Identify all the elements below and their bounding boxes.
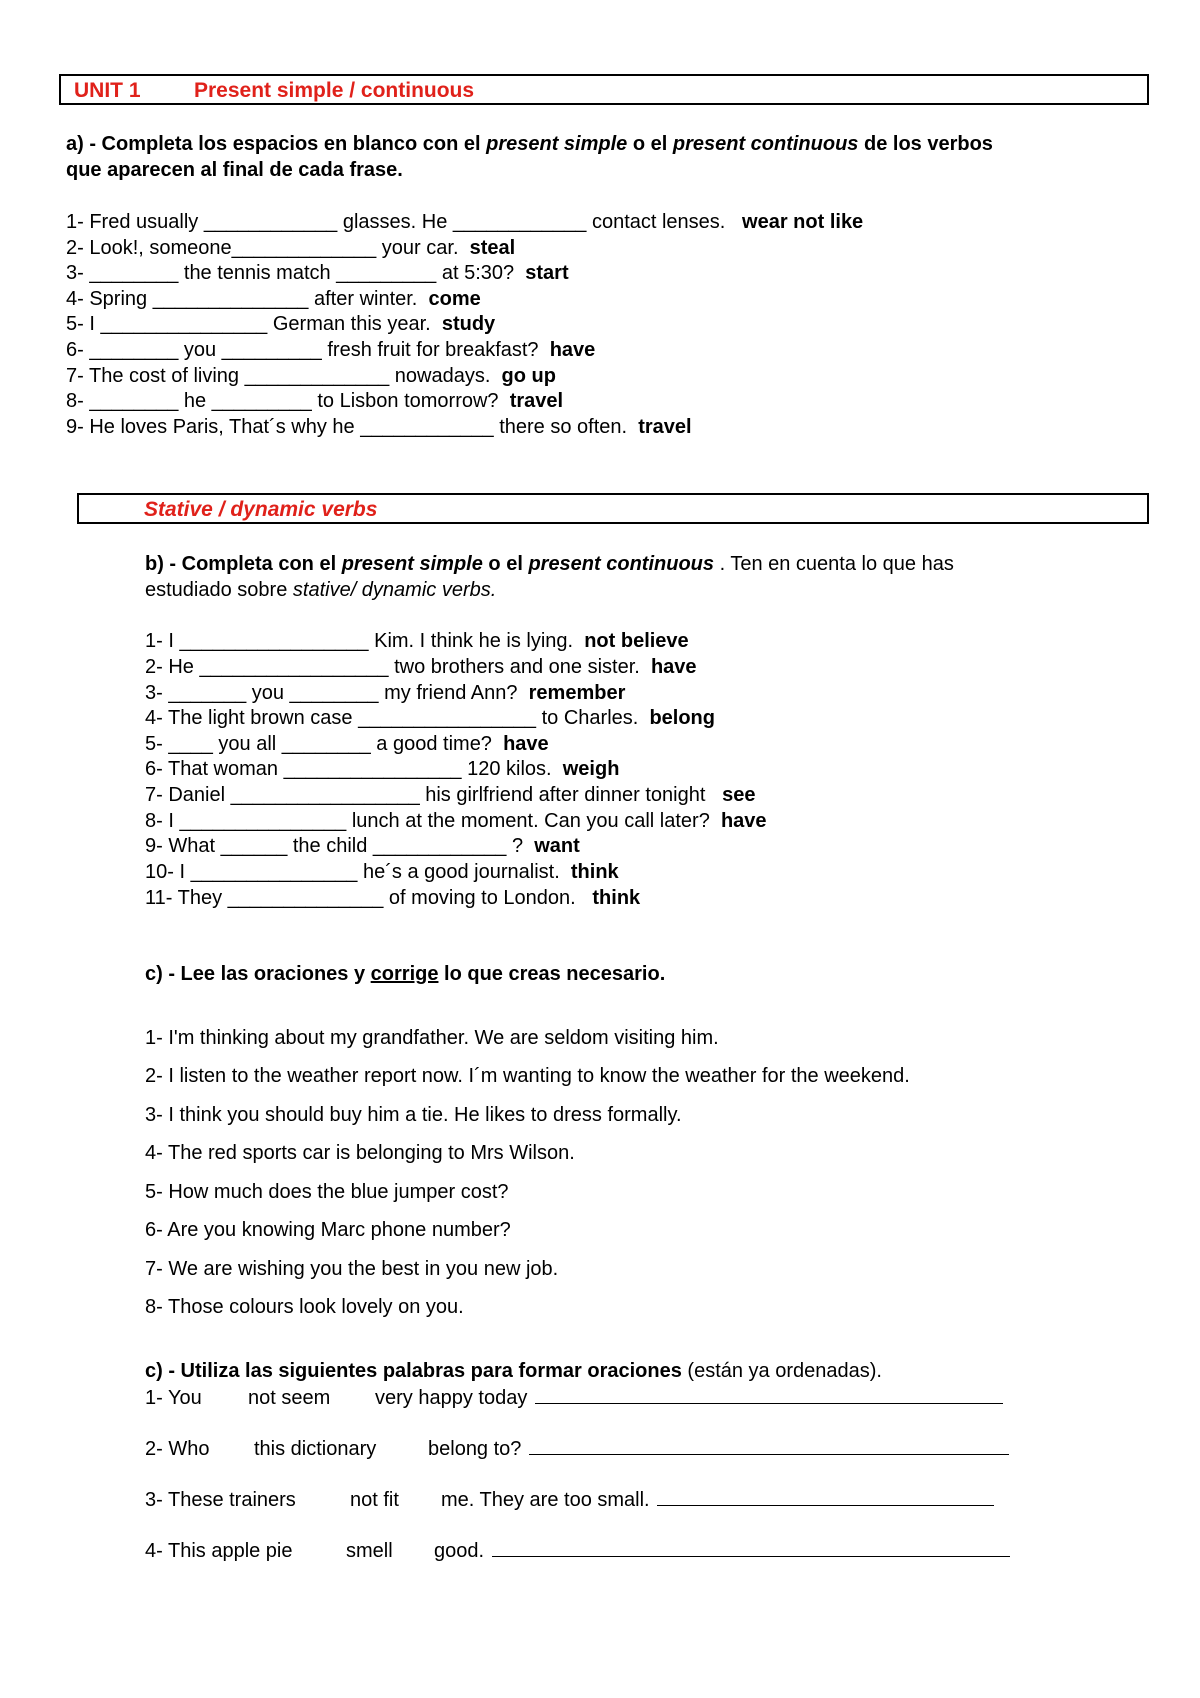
exercise-item xyxy=(145,757,619,782)
section-b-instr-part3: o el xyxy=(482,553,529,575)
sentence-item: 7- We are wishing you the best in you new job. xyxy=(145,1258,559,1280)
exercise-text: 2- Look!, someone_____________ your car. xyxy=(66,237,459,259)
exercise-item xyxy=(66,261,569,286)
prompt-verb: not seem xyxy=(248,1387,331,1409)
exercise-verb: go up xyxy=(501,365,556,387)
exercise-verb: travel xyxy=(509,390,564,412)
exercise-item xyxy=(66,287,481,312)
exercise-item xyxy=(66,415,692,440)
word-prompt-item xyxy=(145,1487,994,1513)
exercise-verb: think xyxy=(592,887,641,909)
exercise-text: 7- Daniel _________________ his girlfriend after dinner tonight xyxy=(145,784,706,806)
section-c-instructions xyxy=(145,962,665,987)
exercise-text: 9- What ______ the child ____________ ? xyxy=(145,835,524,857)
exercise-text: 8- I _______________ lunch at the moment. Can you call later? xyxy=(145,810,710,832)
exercise-item xyxy=(145,681,625,706)
exercise-item xyxy=(66,338,595,363)
sentence-item: 2- I listen to the weather report now. I´m wanting to know the weather for the weekend. xyxy=(145,1065,910,1087)
exercise-text: 11- They ______________ of moving to London. xyxy=(145,887,576,909)
exercise-item xyxy=(145,834,580,859)
section-b-instr-part5: . Ten en cuenta lo que has xyxy=(714,553,954,575)
exercise-text: 3- _______ you ________ my friend Ann? xyxy=(145,682,518,704)
exercise-item xyxy=(66,364,556,389)
word-prompt-item xyxy=(145,1436,1009,1462)
section-a-instr-present-simple: present simple xyxy=(486,133,628,155)
unit-title-box xyxy=(59,74,1149,105)
answer-line[interactable] xyxy=(657,1487,994,1506)
exercise-text: 9- He loves Paris, That´s why he ____________ there so often. xyxy=(66,416,628,438)
sentence-item: 3- I think you should buy him a tie. He likes to dress formally. xyxy=(145,1104,682,1126)
prompt-rest: very happy today xyxy=(375,1387,528,1409)
prompt-subject: 3- These trainers xyxy=(145,1489,296,1511)
stative-dynamic-title: Stative / dynamic verbs xyxy=(144,498,378,521)
prompt-rest: belong to? xyxy=(428,1438,522,1460)
sentence-item: 5- How much does the blue jumper cost? xyxy=(145,1181,509,1203)
exercise-item xyxy=(145,706,715,731)
section-a-instr-present-continuous: present continuous xyxy=(672,133,859,155)
exercise-item xyxy=(145,860,619,885)
answer-line[interactable] xyxy=(529,1436,1009,1455)
unit-label: UNIT 1 xyxy=(74,79,141,102)
exercise-verb: see xyxy=(722,784,756,806)
section-a-instr-part1: a) - Completa los espacios en blanco con el xyxy=(66,133,487,155)
section-b-instr-line2b: stative/ dynamic verbs. xyxy=(292,578,497,601)
exercise-item xyxy=(66,312,495,337)
section-c-instr-corrige: corrige xyxy=(370,963,439,985)
sentence-item: 4- The red sports car is belonging to Mrs Wilson. xyxy=(145,1142,575,1164)
exercise-text: 8- ________ he _________ to Lisbon tomorrow? xyxy=(66,390,499,412)
section-b-instr-part1: b) - Completa con el xyxy=(145,553,342,575)
section-b-instr-present-simple: present simple xyxy=(341,553,483,575)
exercise-item xyxy=(145,655,697,680)
sentence-item: 6- Are you knowing Marc phone number? xyxy=(145,1219,511,1241)
exercise-item xyxy=(145,732,549,757)
exercise-item xyxy=(66,236,515,261)
exercise-text: 1- I _________________ Kim. I think he is lying. xyxy=(145,630,574,652)
prompt-verb: this dictionary xyxy=(254,1438,377,1460)
prompt-subject: 1- You xyxy=(145,1387,202,1409)
word-prompt-item xyxy=(145,1385,1003,1411)
section-c-instr-part3: lo que creas necesario. xyxy=(438,963,666,985)
exercise-text: 6- ________ you _________ fresh fruit for breakfast? xyxy=(66,339,539,361)
prompt-subject: 4- This apple pie xyxy=(145,1540,293,1562)
word-prompt-item xyxy=(145,1538,1010,1564)
sentence-item: 1- I'm thinking about my grandfather. We are seldom visiting him. xyxy=(145,1027,719,1049)
prompt-verb: smell xyxy=(346,1540,393,1562)
exercise-verb: wear not like xyxy=(742,211,864,233)
section-a-instr-part3: o el xyxy=(627,133,673,155)
exercise-verb: have xyxy=(503,733,549,755)
section-d-instructions xyxy=(145,1359,882,1384)
section-c-instr-part1: c) - Lee las oraciones y xyxy=(145,963,371,985)
section-a-instr-line2: que aparecen al final de cada frase. xyxy=(66,158,403,181)
exercise-verb: belong xyxy=(649,707,715,729)
section-d-instr-part2: (están ya ordenadas). xyxy=(681,1360,882,1382)
section-b-instructions xyxy=(145,552,954,603)
section-b-instr-line2a: estudiado sobre xyxy=(145,578,293,601)
exercise-text: 5- I _______________ German this year. xyxy=(66,313,431,335)
unit-topic: Present simple / continuous xyxy=(194,79,475,102)
exercise-verb: have xyxy=(650,656,697,678)
section-b-instr-present-continuous: present continuous xyxy=(528,553,715,575)
prompt-subject: 2- Who xyxy=(145,1438,210,1460)
exercise-verb: travel xyxy=(638,416,692,438)
exercise-item xyxy=(145,783,755,808)
exercise-text: 1- Fred usually ____________ glasses. He ____________ contact lenses. xyxy=(66,211,726,233)
exercise-text: 2- He _________________ two brothers and one sister. xyxy=(145,656,640,678)
exercise-verb: come xyxy=(428,288,481,310)
stative-dynamic-header-box xyxy=(77,493,1149,524)
exercise-text: 3- ________ the tennis match _________ at 5:30? xyxy=(66,262,515,284)
section-d-instr-part1: c) - Utiliza las siguientes palabras para formar oraciones xyxy=(145,1360,682,1382)
prompt-verb: not fit xyxy=(350,1489,399,1511)
exercise-item xyxy=(66,389,563,414)
exercise-verb: have xyxy=(720,810,767,832)
exercise-verb: remember xyxy=(528,682,626,704)
answer-line[interactable] xyxy=(535,1385,1003,1404)
exercise-verb: have xyxy=(549,339,596,361)
exercise-item xyxy=(145,629,689,654)
prompt-rest: me. They are too small. xyxy=(441,1489,650,1511)
section-a-instr-part5: de los verbos xyxy=(858,133,993,155)
exercise-verb: study xyxy=(441,313,496,335)
exercise-item xyxy=(145,809,767,834)
prompt-rest: good. xyxy=(434,1540,485,1562)
exercise-item xyxy=(66,210,863,235)
sentence-item: 8- Those colours look lovely on you. xyxy=(145,1296,464,1318)
section-a-instructions xyxy=(66,132,993,183)
exercise-verb: want xyxy=(534,835,580,857)
exercise-text: 10- I _______________ he´s a good journalist. xyxy=(145,861,560,883)
answer-line[interactable] xyxy=(492,1538,1010,1557)
exercise-verb: not believe xyxy=(584,630,689,652)
exercise-text: 7- The cost of living _____________ nowadays. xyxy=(66,365,491,387)
exercise-text: 6- That woman ________________ 120 kilos. xyxy=(145,758,552,780)
exercise-verb: weigh xyxy=(562,758,620,780)
exercise-verb: steal xyxy=(469,237,516,259)
exercise-item xyxy=(145,886,640,911)
exercise-verb: start xyxy=(525,262,569,284)
exercise-text: 5- ____ you all ________ a good time? xyxy=(145,733,492,755)
exercise-verb: think xyxy=(570,861,619,883)
exercise-text: 4- The light brown case ________________ to Charles. xyxy=(145,707,639,729)
exercise-text: 4- Spring ______________ after winter. xyxy=(66,288,418,310)
